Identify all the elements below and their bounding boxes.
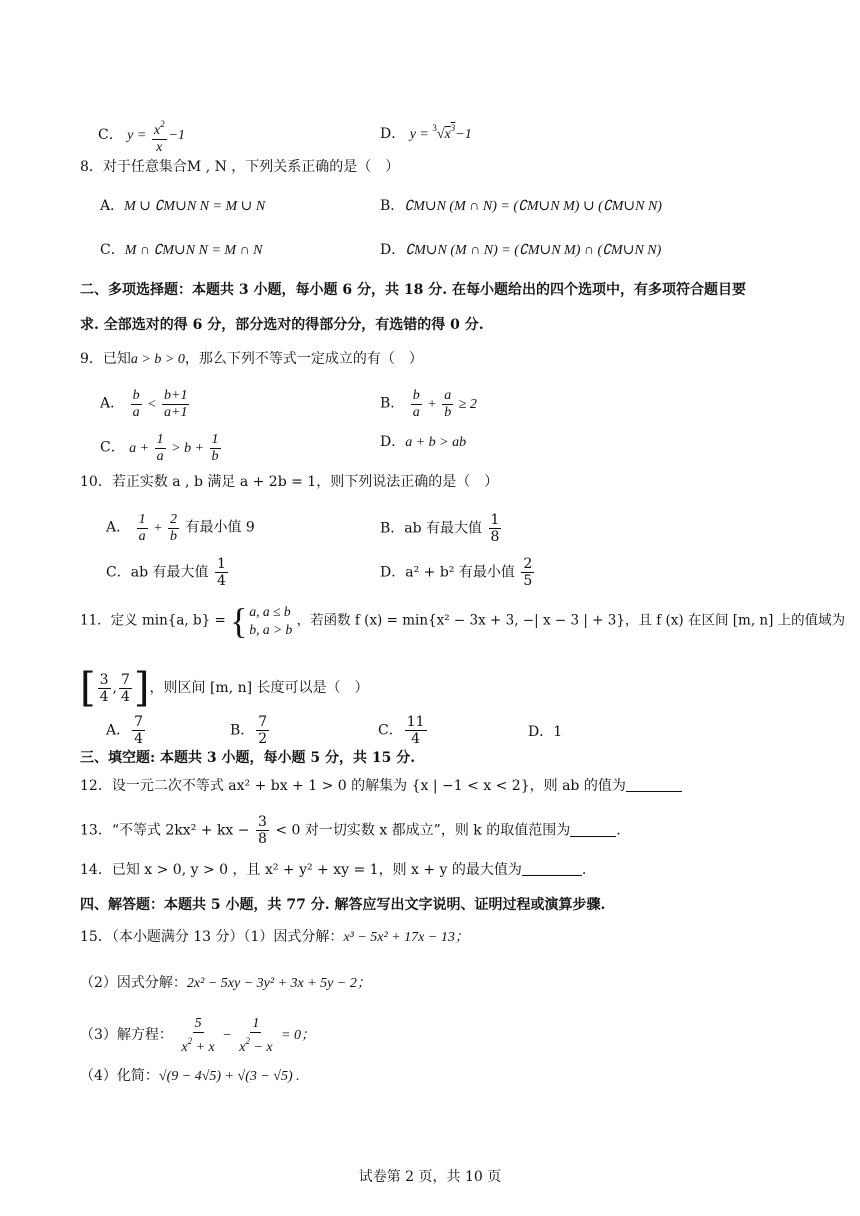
page-footer: 试卷第 2 页，共 10 页 xyxy=(358,1169,502,1185)
q9-option-c: C． a + $\frac{1}{a}$ > b + $\frac{1}{b}$ xyxy=(100,432,219,464)
q11-option-d: D．1 xyxy=(528,724,563,740)
q12: 12．设一元二次不等式 ax² + bx + 1 > 0 的解集为 {x | −1 < x < 2}，则 ab 的值为 xyxy=(80,776,682,796)
q15-part3: （3）解方程： $\frac{5}{x^2 + x}$ − $\frac{1}{x^2 - x}$ = 0； xyxy=(80,1016,316,1055)
section-2-heading-line2: 求. 全部选对的得 6 分，部分选对的得部分分，有选错的得 0 分. xyxy=(80,317,484,333)
q7-option-c-formula: y = $\frac{x^2}{x}$ −1 xyxy=(127,128,185,143)
q7-option-c-label: C． xyxy=(98,127,123,144)
q15-part1: 15．（本小题满分 13 分）（1）因式分解：x³ − 5x² + 17x − 13； xyxy=(80,929,469,945)
q9-stem: 9．已知a > b > 0，那么下列不等式一定成立的有（ ） xyxy=(80,351,423,367)
q14-answer-blank[interactable] xyxy=(522,861,582,876)
q8-option-b: B．∁M∪N (M ∩ N) = (∁M∪N M) ∪ (∁M∪N N) xyxy=(380,198,662,214)
q11-range: [ $\frac{3}{4}$ , $\frac{7}{4}$ ]，则区间 [m, n] 长度可以是（ ） xyxy=(80,665,369,711)
q15-part4: （4）化简：√(9 − 4√5) + √(3 − √5) . xyxy=(80,1068,300,1084)
q10-option-c: C．ab 有最大值 $\frac{1}{4}$ xyxy=(106,556,226,589)
q10-stem: 10．若正实数 a , b 满足 a + 2b = 1，则下列说法正确的是（ ） xyxy=(80,474,499,490)
q8-option-a: A．M ∪ ∁M∪N N = M ∪ N xyxy=(100,198,266,214)
q13: 13．“不等式 2kx² + kx − $\frac{3}{8}$ < 0 对一切实数 x 都成立”，则 k 的取值范围为 . xyxy=(80,814,621,847)
q11-stem: 11．定义 min{a, b} = { a, a ≤ b b, a > b ，若函数 f (x) = min{x² − 3x + 3, −| x − 3 | + 3}，且 f (x) 在区间 [m, n] 上的值域为 xyxy=(80,601,846,641)
q10-option-b: B．ab 有最大值 $\frac{1}{8}$ xyxy=(380,512,500,545)
q8-stem: 8．对于任意集合M , N ，下列关系正确的是（ ） xyxy=(80,159,400,175)
q11-option-a: A． $\frac{7}{4}$ xyxy=(106,714,144,747)
q7-option-d-label: D． xyxy=(380,126,406,142)
q13-answer-blank[interactable] xyxy=(570,822,616,837)
section-4-heading: 四、解答题：本题共 5 小题，共 77 分. 解答应写出文字说明、证明过程或演算步骤. xyxy=(80,897,606,913)
q10-option-a: A． $\frac{1}{a}$ + $\frac{2}{b}$ 有最小值 9 xyxy=(106,512,255,544)
q7-option-d: D． $y = ^3√x^3-1$ xyxy=(380,123,472,142)
q9-option-b: B． $\frac{b}{a}$ + $\frac{a}{b}$ ≥ 2 xyxy=(380,388,477,420)
q7-option-c xyxy=(98,116,185,156)
q15-part2: （2）因式分解：2x² − 5xy − 3y² + 3x + 5y − 2； xyxy=(80,975,371,991)
section-2-heading-line1: 二、多项选择题：本题共 3 小题，每小题 6 分，共 18 分. 在每小题给出的四个选项中，有多项符合题目要 xyxy=(80,282,746,298)
section-3-heading: 三、填空题: 本题共 3 小题，每小题 5 分，共 15 分. xyxy=(80,750,416,766)
q11-option-c: C． $\frac{11}{4}$ xyxy=(378,714,425,747)
q14: 14．已知 x > 0, y > 0 ，且 x² + y² + xy = 1，则 x + y 的最大值为 . xyxy=(80,862,587,878)
q11-piecewise: { a, a ≤ b b, a > b xyxy=(230,601,293,641)
q12-answer-blank[interactable] xyxy=(626,777,682,792)
q11-option-b: B． $\frac{7}{2}$ xyxy=(230,714,268,747)
q9-option-d: D．a + b > ab xyxy=(380,434,467,450)
q8-option-d: D．∁M∪N (M ∩ N) = (∁M∪N M) ∩ (∁M∪N N) xyxy=(380,242,662,258)
q9-option-a: A． $\frac{b}{a}$ < $\frac{b+1}{a+1}$ xyxy=(100,388,188,420)
q8-option-c: C．M ∩ ∁M∪N N = M ∩ N xyxy=(100,242,263,258)
q7-option-d-formula: $y = ^3√x^3$ xyxy=(409,123,456,142)
q10-option-d: D．a² + b² 有最小值 $\frac{2}{5}$ xyxy=(380,556,533,589)
